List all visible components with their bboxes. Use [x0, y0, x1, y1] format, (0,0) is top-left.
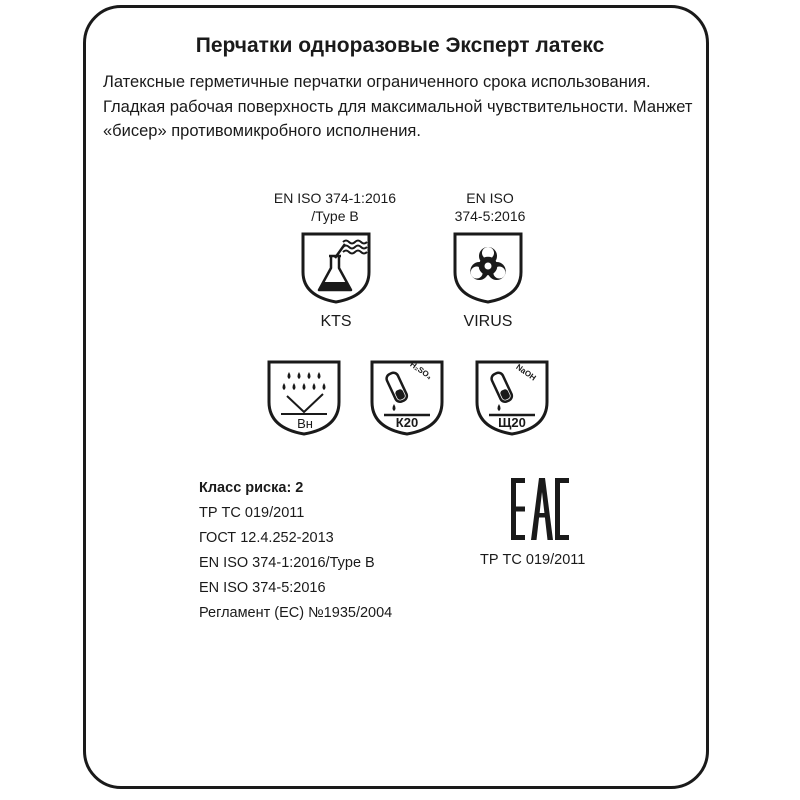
- pictogram-code: Щ20: [498, 415, 526, 430]
- certification-list: [199, 476, 392, 626]
- list-item: ТР ТС 019/2011: [199, 505, 305, 521]
- standard-line: EN ISO 374-1:2016: [273, 190, 397, 206]
- list-item: EN ISO 374-5:2016: [199, 580, 326, 596]
- standard-line: 374-5:2016: [454, 208, 526, 224]
- standard-label-kts: KTS: [320, 313, 352, 330]
- eac-caption: ТР ТС 019/2011: [480, 552, 586, 568]
- standard-en374-1: [255, 189, 415, 225]
- chemical-flask-shield-icon: [301, 232, 371, 304]
- standard-line: /Type B: [311, 208, 359, 224]
- standard-line: EN ISO: [466, 190, 514, 206]
- product-description: Латексные герметичные перчатки ограниченного срока использования. Гладкая рабочая поверхность для максимальной чувствительности. Манжет «бисер» противомикробного исполнения.: [103, 73, 693, 140]
- pictogram-code: Вн: [297, 416, 313, 431]
- list-item: Регламент (ЕС) №1935/2004: [199, 605, 393, 621]
- eac-mark-icon: [511, 478, 569, 545]
- page-title: Перчатки одноразовые Эксперт латекс: [195, 34, 605, 57]
- standard-en374-5: [430, 189, 550, 225]
- list-item: ГОСТ 12.4.252-2013: [199, 530, 334, 546]
- list-item: EN ISO 374-1:2016/Type B: [199, 555, 375, 571]
- pictogram-formula: NaOH: [514, 362, 538, 383]
- biohazard-shield-icon: [453, 232, 523, 304]
- risk-class: Класс риска: 2: [199, 480, 304, 496]
- pictogram-formula: H₂SO₄: [408, 359, 434, 382]
- standard-label-virus: VIRUS: [463, 313, 513, 330]
- pictogram-code: К20: [395, 415, 419, 430]
